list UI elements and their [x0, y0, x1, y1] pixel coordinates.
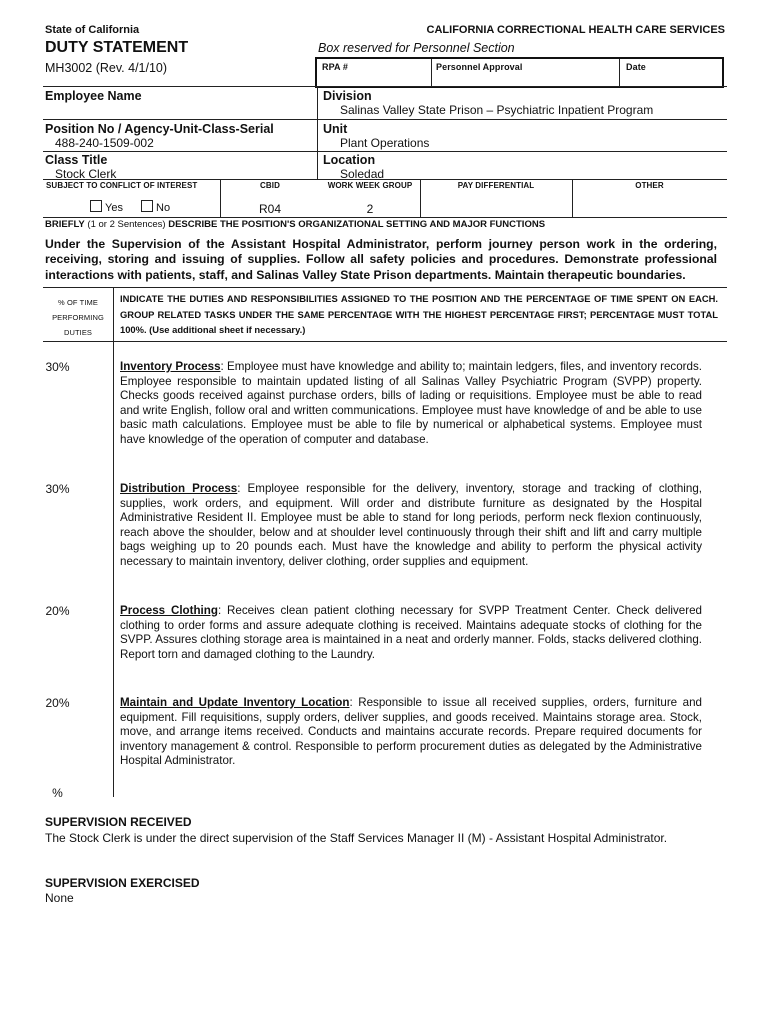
date-label: Date: [626, 62, 646, 72]
state-label: State of California: [45, 24, 140, 36]
form-number: MH3002 (Rev. 4/1/10): [45, 61, 168, 75]
conflict-of-interest-label: SUBJECT TO CONFLICT OF INTEREST: [46, 181, 198, 190]
duty-title: Maintain and Update Inventory Location: [120, 696, 350, 709]
briefly-label: BRIEFLY (1 or 2 Sentences) DESCRIBE THE POSITION'S ORGANIZATIONAL SETTING AND MAJOR FUNCTIONS: [45, 219, 546, 230]
duty-percent: 30%: [45, 360, 70, 374]
empty-percent: %: [52, 786, 63, 800]
supervision-exercised-label: SUPERVISION EXERCISED: [45, 876, 200, 890]
cbid-value: R04: [258, 202, 281, 216]
duty-description: Process Clothing: Receives clean patient clothing necessary for SVPP Treatment Center. Check delivered clothing to order forms and assure adequate clothing is received. Maintains adequate stocks of clothing for the SVPP. Assures clothing storage area is maintained in a neat and orderly manner. Folds, stacks delivered clothing. Report torn and damaged clothing to the Laundry.: [120, 604, 702, 661]
duty-title: Inventory Process: [120, 360, 221, 373]
division-label: Division: [323, 89, 372, 103]
conflict-no-option[interactable]: [141, 200, 170, 214]
position-value: 488-240-1509-002: [55, 136, 154, 150]
duty-percent: 30%: [45, 482, 70, 496]
no-label: No: [156, 202, 171, 214]
duty-description: Distribution Process: Employee responsible for the delivery, inventory, storage and tracking of clothing, supplies, work orders, and equipment. Will order and distribute furniture as designated by the Hospital Administrative Resident II. Employee must be able to stand for long periods, perform neck flexion continuously, reach above the shoulder, below and at shoulder level continuously through their shift and lift and carry multiple bags weighing up to 20 pounds each. Must have the knowledge and ability to perform the physical activity necessary to maintain inventory, deliver clothing, order supplies and equipment.: [120, 482, 702, 568]
duty-percent: 20%: [45, 604, 70, 618]
work-week-group-value: 2: [366, 202, 374, 216]
yes-label: Yes: [105, 202, 123, 214]
yes-checkbox[interactable]: [90, 200, 102, 212]
position-label: Position No / Agency-Unit-Class-Serial: [45, 122, 274, 136]
duty-title: Process Clothing: [120, 604, 218, 617]
box-reserved-label: Box reserved for Personnel Section: [318, 41, 515, 55]
duty-description: Inventory Process: Employee must have knowledge and ability to; maintain ledgers, files, and inventory records. Employee responsible to maintain updated listing of all Salinas Valley Psychiatric Program (SVPP) property. Checks goods received against purchase orders, bills of lading or requisitions. Employee must be able to read and write English, follow oral and written communications. Employee must have knowledge of and be able to use basic math calculations. Employee must be able to file by numerical or alphabetical systems. Employee must have knowledge of the operation of computer and database.: [120, 360, 702, 446]
supervision-received-label: SUPERVISION RECEIVED: [45, 815, 192, 829]
supervision-exercised-text: None: [45, 891, 74, 905]
duty-percent: 20%: [45, 696, 70, 710]
duty-description: Maintain and Update Inventory Location: Responsible to issue all received supplies, orders, furniture and equipment. Fill requisitions, supply orders, deliver supplies, and goods received. Maintains storage area. Stock, move, and arrange items received. Conducts and maintains accurate records. Prepare required documents for inventory management & control. Responsible to perform procurement duties as delegated by the Administrative Hospital Administrator.: [120, 696, 702, 768]
personnel-approval-label: Personnel Approval: [436, 62, 523, 72]
unit-value: Plant Operations: [340, 136, 430, 150]
agency-name: CALIFORNIA CORRECTIONAL HEALTH CARE SERVICES: [426, 24, 725, 36]
supervision-received-text: The Stock Clerk is under the direct supervision of the Staff Services Manager II (M) - Assistant Hospital Administrator.: [45, 831, 668, 845]
conflict-yes-option[interactable]: [90, 200, 123, 214]
duties-instruction: INDICATE THE DUTIES AND RESPONSIBILITIES ASSIGNED TO THE POSITION AND THE PERCENTAGE OF TIME SPENT ON EACH. GROUP RELATED TASKS UNDER THE SAME PERCENTAGE WITH THE HIGHEST PERCENTAGE FIRST; PERCENTAGE MUST TOTAL 100%. (Use additional sheet if necessary.): [120, 293, 718, 335]
duty-title: Distribution Process: [120, 482, 238, 495]
class-title-value: Stock Clerk: [55, 167, 117, 181]
cbid-label: CBID: [260, 181, 280, 190]
division-value: Salinas Valley State Prison – Psychiatric Inpatient Program: [340, 103, 654, 117]
location-label: Location: [323, 153, 376, 167]
work-week-group-label: WORK WEEK GROUP: [327, 181, 413, 190]
percent-time-header: % OF TIME PERFORMING DUTIES: [52, 298, 104, 337]
unit-label: Unit: [323, 122, 348, 136]
pay-differential-label: PAY DIFFERENTIAL: [457, 181, 535, 190]
page-title: DUTY STATEMENT: [45, 39, 189, 56]
briefly-description: Under the Supervision of the Assistant Hospital Administrator, perform journey person work in the ordering, receiving, storing and issuing of supplies. Follow all safety policies and procedures. Demonstrate professional interactions with patients, staff, and Salinas Valley State Prison departments. Maintain therapeutic boundaries.: [45, 237, 717, 282]
class-title-label: Class Title: [45, 153, 108, 167]
employee-name-label: Employee Name: [45, 89, 142, 103]
no-checkbox[interactable]: [141, 200, 153, 212]
rpa-label: RPA #: [322, 62, 349, 72]
location-value: Soledad: [340, 167, 385, 181]
other-label: OTHER: [635, 181, 664, 190]
